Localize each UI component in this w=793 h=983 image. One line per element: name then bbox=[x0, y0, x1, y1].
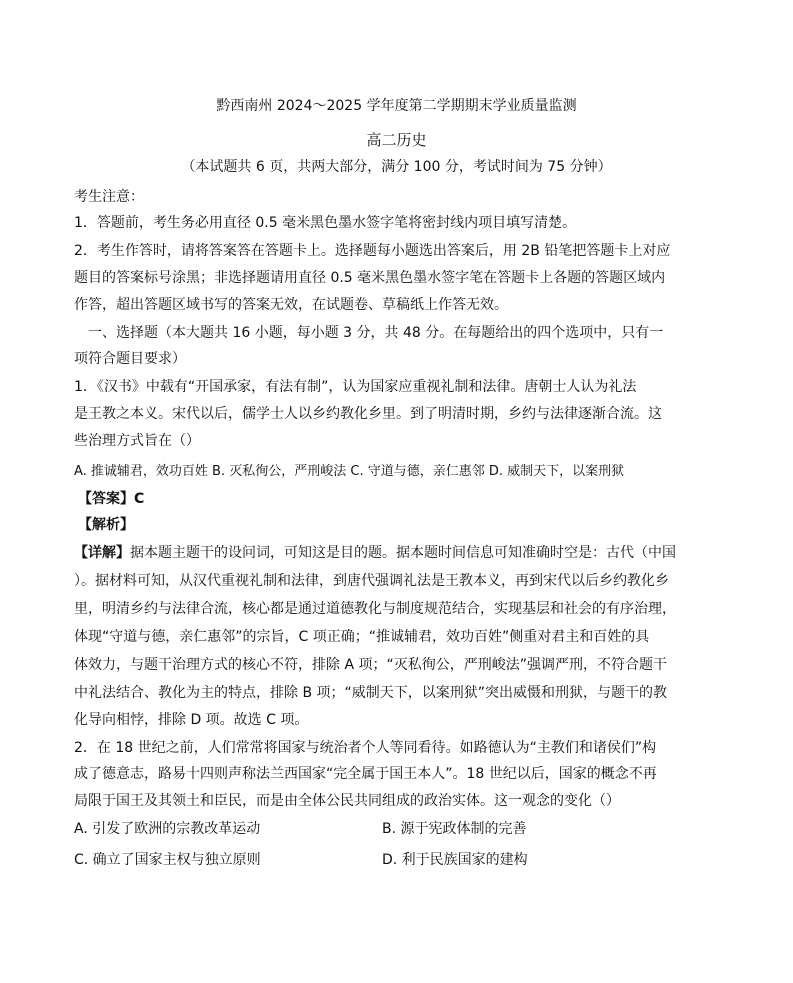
notice-item-2-line-3: 作答，超出答题区域书写的答案无效，在试题卷、草稿纸上作答无效。 bbox=[74, 297, 508, 313]
q1-options: A. 推诚辅君，效功百姓 B. 灭私徇公，严刑峻法 C. 守道与德，亲仁惠邻 D. 威制天下，以案刑狱 bbox=[74, 464, 625, 479]
q1-explanation-line-4: 体现“守道与德，亲仁惠邻”的宗旨，C 项正确；“推诚辅君，效功百姓”侧重对君主和百姓的具 bbox=[74, 629, 650, 645]
detail-tag: 【详解】 bbox=[74, 545, 130, 561]
q1-stem-line-1: 1．《汉书》中载有“开国承家，有法有制”，认为国家应重视礼制和法律。唐朝士人认为礼法 bbox=[74, 379, 637, 395]
answer-tag: 【答案】 bbox=[78, 491, 134, 507]
section-heading-line-2: 项符合题目要求） bbox=[74, 351, 186, 367]
notice-heading: 考生注意： bbox=[74, 189, 144, 205]
subject-title: 高二历史 bbox=[366, 131, 427, 149]
section-heading-line-1: 一、选择题（本大题共 16 小题，每小题 3 分，共 48 分。在每题给出的四个选项中，只有一 bbox=[88, 325, 664, 341]
q2-option-a: A. 引发了欧洲的宗教改革运动 bbox=[74, 821, 261, 837]
q2-stem-line-1: 2．在 18 世纪之前，人们常常将国家与统治者个人等同看待。如路德认为“主教们和诸侯们”构 bbox=[74, 740, 657, 756]
analysis-tag: 【解析】 bbox=[78, 517, 134, 533]
q2-option-d: D. 利于民族国家的建构 bbox=[382, 852, 528, 868]
q1-explanation-line-5: 体效力，与题干治理方式的核心不符，排除 A 项；“灭私徇公，严刑峻法”强调严刑，不符合题干 bbox=[74, 657, 667, 673]
q1-explanation-line-3: 里，明清乡约与法律合流，核心都是通过道德教化与制度规范结合，实现基层和社会的有序治理， bbox=[74, 601, 676, 617]
notice-item-2-line-2: 题目的答案标号涂黑；非选择题请用直径 0.5 毫米黑色墨水签字笔在答题卡上各题的答题区域内 bbox=[74, 270, 666, 286]
q2-stem-line-2: 成了德意志，路易十四则声称法兰西国家“完全属于国王本人”。18 世纪以后，国家的概念不再 bbox=[74, 766, 657, 782]
explanation-text: 据本题主题干的设问词，可知这是目的题。据本题时间信息可知准确时空是：古代（中国 bbox=[130, 545, 676, 561]
q1-explanation-line-7: 化导向相悖，排除 D 项。故选 C 项。 bbox=[74, 712, 309, 728]
q2-option-b: B. 源于宪政体制的完善 bbox=[382, 821, 527, 837]
answer-value: C bbox=[134, 491, 145, 507]
q1-explanation-line-1 bbox=[74, 543, 676, 563]
exam-info: （本试题共 6 页，共两大部分，满分 100 分，考试时间为 75 分钟） bbox=[181, 159, 612, 175]
q1-analysis-tag bbox=[78, 515, 134, 535]
q2-option-c: C. 确立了国家主权与独立原则 bbox=[74, 852, 261, 868]
q1-answer bbox=[78, 489, 144, 509]
exam-title: 黔西南州 2024～2025 学年度第二学期期末学业质量监测 bbox=[216, 98, 577, 114]
q1-explanation-line-6: 中礼法结合、教化为主的特点，排除 B 项；“威制天下，以案刑狱”突出威慑和刑狱，与题干的教 bbox=[74, 685, 668, 701]
q1-stem-line-2: 是王教之本义。宋代以后，儒学士人以乡约教化乡里。到了明清时期，乡约与法律逐渐合流。这 bbox=[74, 406, 662, 422]
q2-stem-line-3: 局限于国王及其领土和臣民，而是由全体公民共同组成的政治实体。这一观念的变化（） bbox=[74, 793, 620, 809]
notice-item-1: 1．答题前，考生务必用直径 0.5 毫米黑色墨水签字笔将密封线内项目填写清楚。 bbox=[74, 215, 577, 231]
notice-item-2-line-1: 2．考生作答时，请将答案答在答题卡上。选择题每小题选出答案后，用 2B 铅笔把答题卡上对应 bbox=[74, 243, 671, 259]
q1-explanation-line-2: ）。据材料可知，从汉代重视礼制和法律，到唐代强调礼法是王教本义，再到宋代以后乡约教化乡 bbox=[74, 573, 669, 589]
q1-stem-line-3: 些治理方式旨在（） bbox=[74, 433, 200, 449]
